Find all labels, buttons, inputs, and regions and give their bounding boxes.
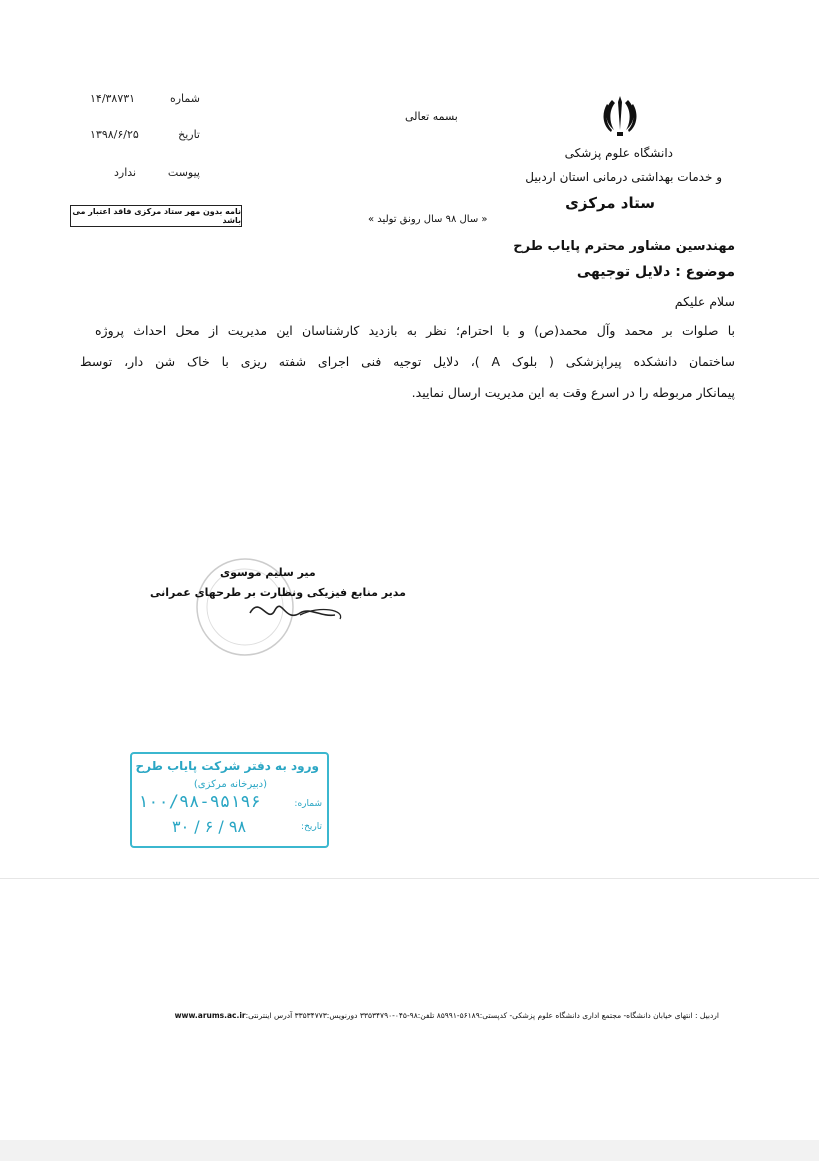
- received-stamp-date: ۹۸ / ۶ / ۳۰: [172, 817, 247, 836]
- letter-number-label: شماره: [169, 92, 200, 105]
- page-edge: [0, 1140, 819, 1161]
- signatory-title: مدیر منابع فیزیکی ونظارت بر طرحهای عمرانی: [150, 586, 406, 599]
- letter-date-row: [90, 128, 200, 141]
- footer-address-text: اردبیل : انتهای خیابان دانشگاه- مجتمع اداری دانشگاه علوم پزشکی- کدپستی:۵۶۱۸۹-۸۵۹۹۱ تلفن:۹۸-۰۴۵-۳۳۵۳۴۷۹۰ دورنویس:۳۳۵۳۴۷۷۳ آدرس اینترنتی:: [245, 1011, 719, 1020]
- letter-number-row: [90, 92, 200, 105]
- footer-address: [134, 1011, 719, 1020]
- signatory-name: میر سلیم موسوی: [220, 566, 316, 579]
- body-line-2: ساختمان دانشکده پیراپزشکی ( بلوک A )، دلایل توجیه فنی اجرای شفته ریزی با خاک شن دار، توسط: [80, 354, 735, 369]
- received-stamp-title: ورود به دفتر شرکت پایاب طرح: [135, 759, 319, 773]
- letter-date-value: ۱۳۹۸/۶/۲۵: [90, 128, 139, 141]
- subject-line: موضوع : دلایل توجیهی: [576, 264, 735, 280]
- university-name: دانشگاه علوم پزشکی: [564, 146, 673, 160]
- received-stamp: [130, 752, 329, 848]
- footer-website[interactable]: www.arums.ac.ir: [174, 1011, 246, 1020]
- department-name: ستاد مرکزی: [565, 194, 655, 212]
- greeting-line: سلام علیکم: [674, 294, 735, 309]
- received-stamp-subtitle: (دبیرخانه مرکزی): [193, 779, 267, 790]
- year-slogan: « سال ۹۸ سال رونق تولید »: [368, 214, 488, 225]
- received-stamp-date-label: تاریخ:: [301, 822, 322, 832]
- bismillah: بسمه تعالی: [405, 110, 458, 123]
- letter-date-label: تاریخ: [178, 128, 200, 141]
- validity-notice-box: [70, 205, 242, 227]
- validity-notice: نامه بدون مهر ستاد مرکزی فاقد اعتبار می باشد: [72, 207, 241, 225]
- recipient-line: مهندسین مشاور محترم پایاب طرح: [513, 239, 735, 254]
- letter-number-value: ۱۴/۳۸۷۳۱: [90, 92, 136, 105]
- letter-attachment-value: ندارد: [114, 166, 137, 179]
- letter-attachment-label: پیوست: [167, 166, 200, 179]
- letter-attachment-row: [114, 166, 200, 179]
- body-line-3: پیمانکار مربوطه را در اسرع وقت به این مدیریت ارسال نمایید.: [411, 385, 735, 400]
- fold-line: [0, 878, 819, 879]
- body-line-1: با صلوات بر محمد وآل محمد(ص) و با احترام؛ نظر به بازدید کارشناسان این مدیریت از محل احداث پروژه: [95, 323, 735, 338]
- university-subtitle: و خدمات بهداشتی درمانی استان اردبیل: [525, 170, 722, 184]
- iran-emblem-icon: [600, 92, 640, 142]
- received-stamp-number: ۱۰۰/۹۸-۹۵۱۹۶: [138, 792, 261, 812]
- received-stamp-number-label: شماره:: [294, 799, 322, 809]
